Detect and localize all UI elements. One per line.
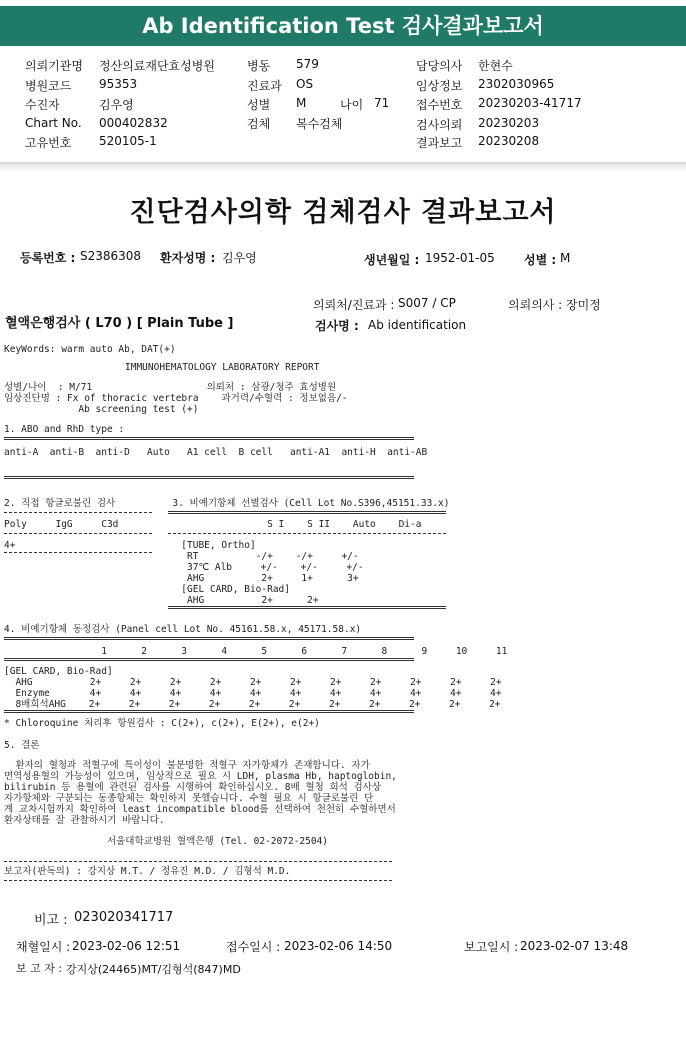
patient-name-label: 환자성명 : xyxy=(160,251,216,265)
rule xyxy=(168,606,446,609)
hdr-label-specimen: 검체 xyxy=(247,117,271,131)
lab-line: 서울대학교병원 혈액은행 (Tel. 02-2072-2504) xyxy=(4,836,329,847)
receive-value: 2023-02-06 14:50 xyxy=(284,939,393,953)
reporter-label: 보 고 자 : xyxy=(16,962,63,975)
rule xyxy=(4,658,414,661)
report-banner-title: Ab Identification Test 검사결과보고서 xyxy=(0,6,686,46)
hdr-label-ward: 병동 xyxy=(247,59,271,73)
lab-line: 5. 결론 xyxy=(4,740,40,751)
rule xyxy=(168,533,446,534)
requesting-doctor-value: 장미정 xyxy=(566,298,601,312)
lab-line: * Chloroquine 처리후 항원검사 : C(2+), c(2+), E(2+), e(2+) xyxy=(4,718,320,729)
lab-line: 4. 비예기항체 동정검사 (Panel cell Lot No. 45161.58.x, 45171.58.x) xyxy=(4,624,362,635)
lab-line: 자가항체와 구분되는 동종항체는 확인하지 못했습니다. 수혈 필요 시 항글로불린 단 xyxy=(4,793,374,804)
hdr-value-report-date: 20230208 xyxy=(478,134,540,148)
lab-line: 8배희석AHG 2+ 2+ 2+ 2+ 2+ 2+ 2+ 2+ 2+ 2+ 2+ xyxy=(4,699,501,710)
dob-value: 1952-01-05 xyxy=(425,251,495,265)
hdr-label-age: 나이 xyxy=(340,98,364,112)
hdr-label-unique-no: 고유번호 xyxy=(25,136,72,150)
hdr-label-chart-no: Chart No. xyxy=(25,116,82,130)
hdr-label-sex: 성별 xyxy=(247,98,271,112)
hdr-label-request-date: 검사의뢰 xyxy=(416,118,463,132)
hdr-label-dept: 진료과 xyxy=(247,79,282,93)
reporter-value: 강지상(24465)MT/김형석(847)MD xyxy=(66,963,241,976)
report-time-value: 2023-02-07 13:48 xyxy=(520,939,629,953)
hdr-label-receipt-no: 접수번호 xyxy=(416,98,463,112)
hdr-value-unique-no: 520105-1 xyxy=(99,134,157,148)
lab-line: 환자의 혈청과 적혈구에 특이성이 불분명한 적혈구 자가항체가 존재합니다. 자가 xyxy=(4,760,370,771)
rule xyxy=(4,637,414,640)
lab-line: 면역성용혈의 가능성이 있으며, 임상적으로 필요 시 LDH, plasma Hb, haptoglobin, xyxy=(4,771,397,782)
hdr-value-receipt-no: 20230203-41717 xyxy=(478,96,582,110)
hdr-value-doctor: 한현수 xyxy=(478,59,513,73)
lab-line: 환자상태를 잘 관찰하시기 바랍니다. xyxy=(4,815,165,826)
lab-line: RT -/+ -/+ +/- xyxy=(4,551,359,562)
hdr-value-clinical-info: 2302030965 xyxy=(478,77,555,91)
note-value: 023020341717 xyxy=(74,910,174,925)
rule xyxy=(4,861,392,862)
lab-line: [GEL CARD, Bio-Rad] xyxy=(4,666,113,677)
lab-line: 임상진단명 : Fx of thoracic vertebra 과거력/수혈력 : 정보없음/- xyxy=(4,393,348,404)
collect-value: 2023-02-06 12:51 xyxy=(72,939,181,953)
rule xyxy=(4,437,414,440)
hdr-value-age: 71 xyxy=(374,96,390,110)
rule xyxy=(4,880,392,881)
dept-value: S007 / CP xyxy=(398,296,456,310)
lab-line: AHG 2+ 2+ xyxy=(4,595,319,606)
receive-label: 접수일시 : xyxy=(226,940,281,954)
lab-line: 계 교차시험까지 확인하여 least incompatible blood를 선택하여 천천히 수혈하면서 xyxy=(4,804,396,815)
hdr-value-sex: M xyxy=(296,96,307,110)
hdr-value-specimen: 복수검체 xyxy=(296,117,343,131)
hdr-value-chart-no: 000402832 xyxy=(99,116,168,130)
rule xyxy=(4,476,414,479)
patient-name-value: 김우영 xyxy=(222,251,257,265)
lab-line: Ab screening test (+) xyxy=(4,404,199,415)
lab-line: Poly IgG C3d S I S II Auto Di-a xyxy=(4,519,422,530)
note-label: 비고 : xyxy=(34,913,68,928)
lab-line: IMMUNOHEMATOLOGY LABORATORY REPORT xyxy=(125,362,320,373)
lab-line: [GEL CARD, Bio-Rad] xyxy=(4,584,290,595)
lab-line: bilirubin 등 용혈에 관련된 검사를 시행하여 확인하십시오. 8배 혈청 희석 검사상 xyxy=(4,782,382,793)
hdr-value-hospital-code: 95353 xyxy=(99,77,138,91)
reg-no-value: S2386308 xyxy=(80,249,142,263)
lab-line: 37℃ Alb +/- +/- +/- xyxy=(4,562,364,573)
exam-label: 검사명 : xyxy=(315,319,359,333)
lab-line: Enzyme 4+ 4+ 4+ 4+ 4+ 4+ 4+ 4+ 4+ 4+ 4+ xyxy=(4,688,502,699)
rule xyxy=(4,512,152,513)
lab-line: 성별/나이 : M/71 의뢰처 : 삼광/청주 효성병원 xyxy=(4,382,337,393)
sex-value: M xyxy=(560,251,571,265)
lab-line: 보고자(판독의) : 강지상 M.T. / 정유진 M.D. / 김형석 M.D. xyxy=(4,866,291,877)
section-separator xyxy=(0,162,686,172)
hdr-value-ward: 579 xyxy=(296,57,319,71)
lab-line: 1 2 3 4 5 6 7 8 9 10 11 xyxy=(4,646,508,657)
collect-label: 채혈일시 : xyxy=(16,940,71,954)
hdr-value-institution: 정산의료재단효성병원 xyxy=(99,59,215,73)
test-name: 혈액은행검사 ( L70 ) [ Plain Tube ] xyxy=(5,316,234,331)
report-time-label: 보고일시 : xyxy=(464,940,519,954)
hdr-label-clinical-info: 임상정보 xyxy=(416,79,463,93)
lab-line: anti-A anti-B anti-D Auto A1 cell B cell anti-A1 anti-H anti-AB xyxy=(4,447,428,458)
lab-line: 2. 직접 항글로불린 검사 3. 비예기항체 선별검사 (Cell Lot No.S396,45151.33.x) xyxy=(4,498,450,509)
rule xyxy=(4,552,152,553)
reg-no-label: 등록번호 : xyxy=(20,251,76,265)
exam-value: Ab identification xyxy=(368,318,467,332)
hdr-label-doctor: 담당의사 xyxy=(416,59,463,73)
hdr-label-patient: 수진자 xyxy=(25,98,60,112)
hdr-label-institution: 의뢰기관명 xyxy=(25,59,83,73)
lab-line: 1. ABO and RhD type : xyxy=(4,424,125,435)
dept-label: 의뢰처/진료과 : xyxy=(313,298,395,312)
dob-label: 생년월일 : xyxy=(364,253,420,267)
hdr-value-request-date: 20230203 xyxy=(478,116,540,130)
sex-label: 성별 : xyxy=(524,253,557,267)
lab-line: AHG 2+ 1+ 3+ xyxy=(4,573,359,584)
hdr-label-report-date: 결과보고 xyxy=(416,136,463,150)
hdr-value-patient: 김우영 xyxy=(99,98,134,112)
hdr-label-hospital-code: 병원코드 xyxy=(25,79,72,93)
rule xyxy=(4,533,152,534)
rule xyxy=(168,511,446,514)
hdr-value-dept: OS xyxy=(296,77,314,91)
lab-line: AHG 2+ 2+ 2+ 2+ 2+ 2+ 2+ 2+ 2+ 2+ 2+ xyxy=(4,677,502,688)
rule xyxy=(4,710,414,713)
requesting-doctor-label: 의뢰의사 : xyxy=(508,298,563,312)
lab-line: KeyWords: warm auto Ab, DAT(+) xyxy=(4,344,176,355)
lab-line: 4+ [TUBE, Ortho] xyxy=(4,540,256,551)
report-title: 진단검사의학 검체검사 결과보고서 xyxy=(129,197,557,228)
